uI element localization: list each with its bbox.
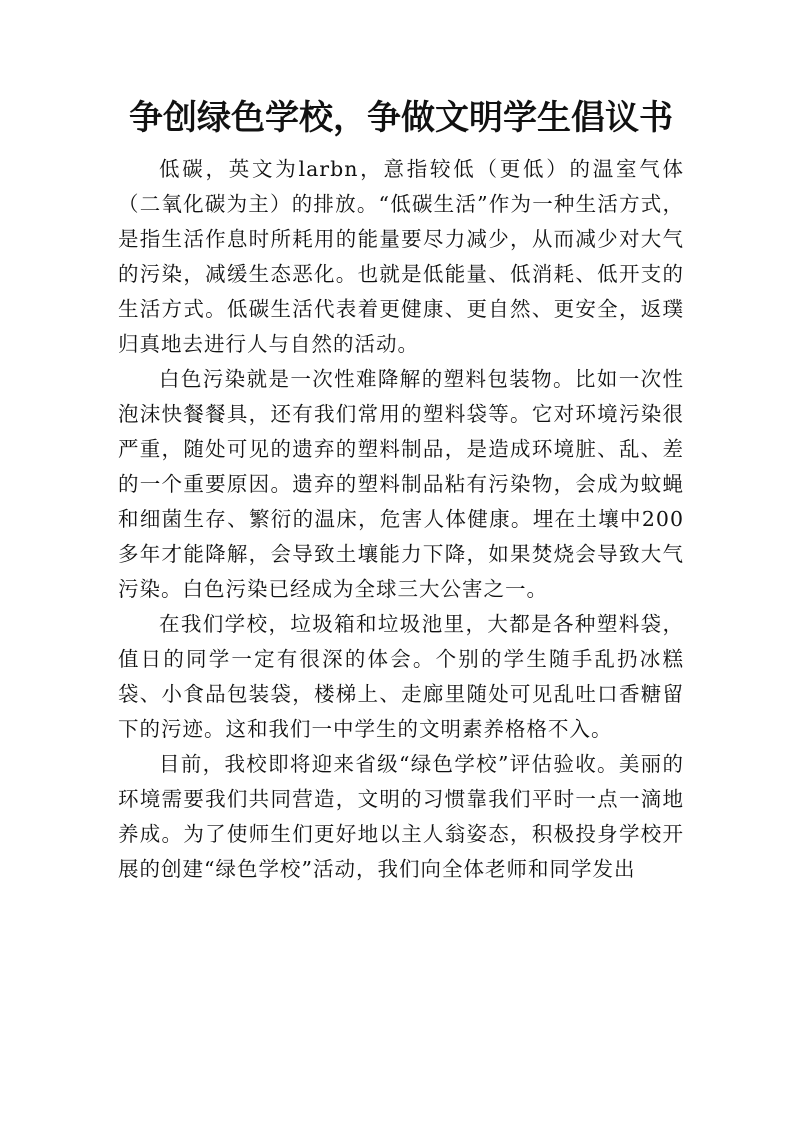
document-page bbox=[118, 92, 684, 887]
document-body bbox=[118, 152, 684, 887]
paragraph-white-pollution: 白色污染就是一次性难降解的塑料包装物。比如一次性泡沫快餐餐具，还有我们常用的塑料袋等。它对环境污染很严重，随处可见的遗弃的塑料制品，是造成环境脏、乱、差的一个重要原因。遗弃的塑料制品粘有污染物，会成为蚊蝇和细菌生存、繁衍的温床，危害人体健康。埋在土壤中200多年才能降解，会导致土壤能力下降，如果焚烧会导致大气污染。白色污染已经成为全球三大公害之一。 bbox=[118, 367, 684, 601]
paragraph-green-school-call: 目前，我校即将迎来省级“绿色学校”评估验收。美丽的环境需要我们共同营造，文明的习惯靠我们平时一点一滴地养成。为了使师生们更好地以主人翁姿态，积极投身学校开展的创建“绿色学校”活动，我们向全体老师和同学发出 bbox=[118, 752, 684, 881]
paragraph-our-school: 在我们学校，垃圾箱和垃圾池里，大都是各种塑料袋，值日的同学一定有很深的体会。个别的学生随手乱扔冰糕袋、小食品包装袋，楼梯上、走廊里随处可见乱吐口香糖留下的污迹。这和我们一中学生的文明素养格格不入。 bbox=[118, 612, 684, 741]
paragraph-low-carbon: 低碳，英文为larbn，意指较低（更低）的温室气体（二氧化碳为主）的排放。“低碳生活”作为一种生活方式，是指生活作息时所耗用的能量要尽力减少，从而减少对大气的污染，减缓生态恶化。也就是低能量、低消耗、低开支的生活方式。低碳生活代表着更健康、更自然、更安全，返璞归真地去进行人与自然的活动。 bbox=[118, 157, 684, 356]
document-title: 争创绿色学校，争做文明学生倡议书 bbox=[129, 98, 673, 138]
